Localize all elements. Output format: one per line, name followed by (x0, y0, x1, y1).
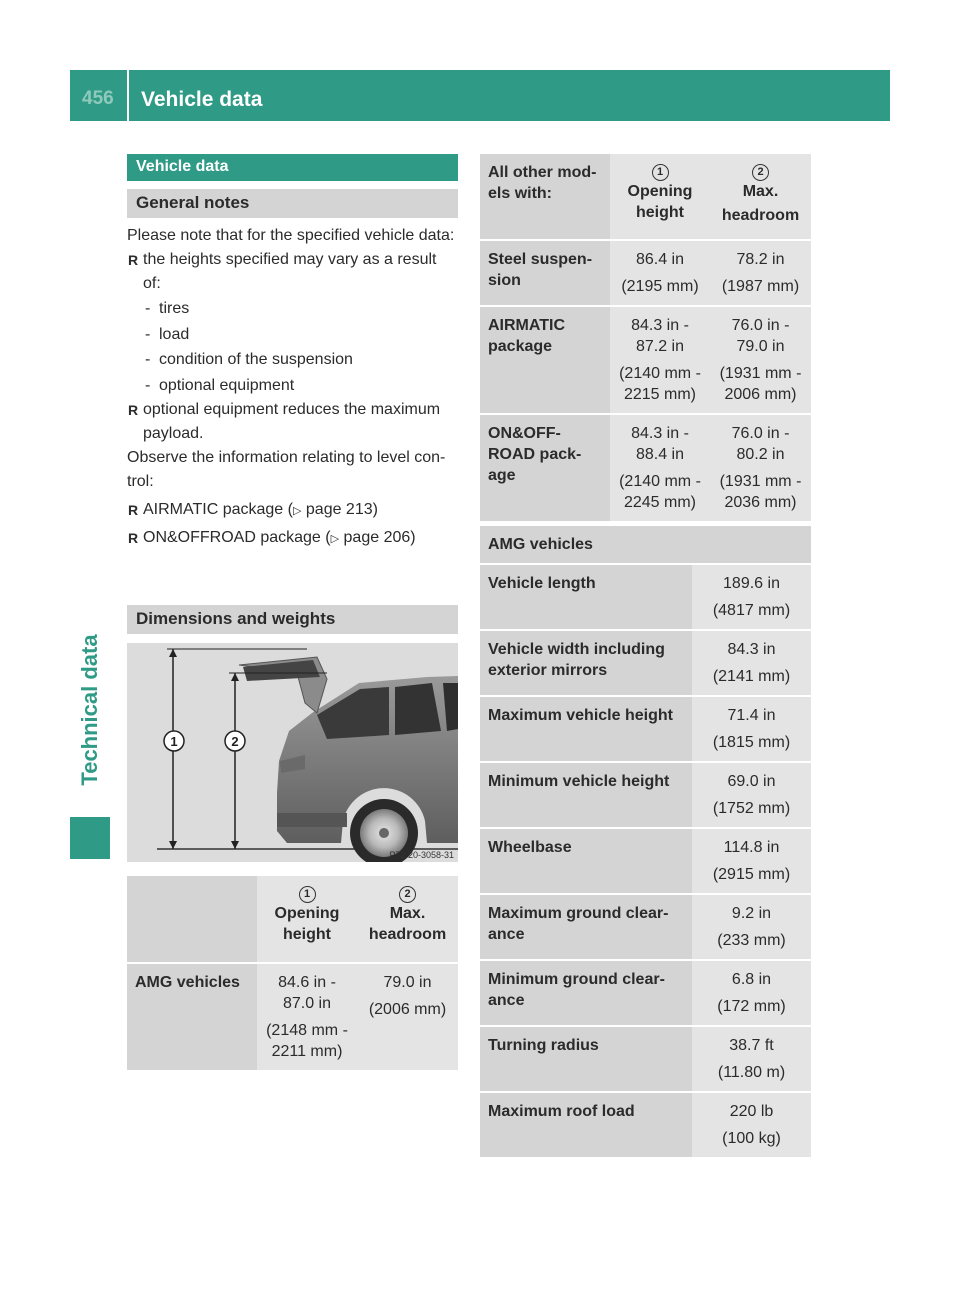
table-header-blank (127, 876, 257, 962)
spec-value: 69.0 in (1752 mm) (692, 761, 811, 827)
bullet-heights: R the heights specified may vary as a result of: (128, 251, 437, 292)
page-ref-arrow-icon: ▷ (292, 505, 302, 517)
table-cell: 84.6 in - 87.0 in (2148 mm - 2211 mm) (257, 962, 357, 1070)
svg-text:2: 2 (231, 734, 239, 749)
side-section-label: Technical data (77, 634, 102, 786)
table-cell: 84.3 in - 88.4 in (2140 mm - 2245 mm) (610, 413, 710, 521)
table-cell: 76.0 in - 79.0 in (1931 mm - 2006 mm) (710, 305, 811, 413)
bullet-payload: R optional equipment reduces the maximum payload. (128, 401, 441, 442)
section-heading-vehicle-data: Vehicle data (127, 154, 458, 181)
svg-text:1: 1 (170, 734, 178, 749)
page-number: 456 (82, 88, 114, 109)
circled-1-icon: 1 (299, 886, 316, 903)
link-onoffroad[interactable]: R ON&OFFROAD package (▷ page 206) (128, 529, 416, 546)
spec-label: Maximum vehicle height (480, 695, 692, 761)
header-divider (127, 70, 129, 121)
table-row-label: AIRMATIC package (480, 305, 610, 413)
svg-text:P72.20-3058-31: P72.20-3058-31 (389, 850, 454, 860)
column-header-max-headroom: 2 Max. headroom (710, 154, 811, 239)
column-header-opening-height: 1 Opening height (610, 154, 710, 239)
subsection-heading-general-notes: General notes (127, 189, 458, 218)
amg-height-table (127, 876, 458, 1070)
table-header-label: All other mod-els with: (480, 154, 610, 239)
table-cell: 78.2 in (1987 mm) (710, 239, 811, 305)
left-column (127, 154, 458, 551)
table-cell: 76.0 in - 80.2 in (1931 mm - 2036 mm) (710, 413, 811, 521)
spec-label: Wheelbase (480, 827, 692, 893)
link-airmatic[interactable]: R AIRMATIC package (▷ page 213) (128, 501, 378, 518)
models-height-table (480, 154, 811, 521)
table-row-label: ON&OFF-ROAD pack-age (480, 413, 610, 521)
spec-value: 38.7 ft (11.80 m) (692, 1025, 811, 1091)
spec-label: Maximum roof load (480, 1091, 692, 1157)
circled-2-icon: 2 (752, 164, 769, 181)
spec-value: 71.4 in (1815 mm) (692, 695, 811, 761)
sub-item: - load (145, 325, 190, 343)
sub-item: - condition of the suspension (145, 351, 353, 368)
row-label-amg-vehicles: AMG vehicles (127, 962, 257, 1070)
spec-label: Maximum ground clear-ance (480, 893, 692, 959)
column-header-max-headroom: 2 Max. headroom (357, 876, 458, 962)
spec-label: Turning radius (480, 1025, 692, 1091)
spec-value: 84.3 in (2141 mm) (692, 629, 811, 695)
amg-specs-table (480, 526, 811, 1157)
spec-label: Minimum ground clear-ance (480, 959, 692, 1025)
sub-item: - tires (145, 300, 190, 317)
column-header-opening-height: 1 Opening height (257, 876, 357, 962)
observe-text: Observe the information relating to level con-trol: (127, 449, 446, 490)
general-notes-intro: Please note that for the specified vehicle data: (127, 227, 455, 244)
page-ref-arrow-icon: ▷ (330, 533, 340, 545)
vehicle-height-figure (127, 643, 458, 862)
spec-value: 220 lb (100 kg) (692, 1091, 811, 1157)
suv-rear-illustration (127, 643, 458, 862)
circled-1-icon: 1 (652, 164, 669, 181)
spec-value: 114.8 in (2915 mm) (692, 827, 811, 893)
table-row-label: Steel suspen-sion (480, 239, 610, 305)
table-cell: 86.4 in (2195 mm) (610, 239, 710, 305)
spec-value: 9.2 in (233 mm) (692, 893, 811, 959)
spec-value: 6.8 in (172 mm) (692, 959, 811, 1025)
table-title-amg-vehicles: AMG vehicles (480, 526, 811, 563)
spec-label: Minimum vehicle height (480, 761, 692, 827)
spec-label: Vehicle width including exterior mirrors (480, 629, 692, 695)
sub-item: - optional equipment (145, 376, 295, 394)
side-tab-marker (70, 817, 110, 859)
spec-label: Vehicle length (480, 563, 692, 629)
circled-2-icon: 2 (399, 886, 416, 903)
table-cell: 79.0 in (2006 mm) (357, 962, 458, 1070)
spec-value: 189.6 in (4817 mm) (692, 563, 811, 629)
subsection-heading-dimensions: Dimensions and weights (127, 605, 458, 634)
page-title: Vehicle data (141, 88, 263, 111)
table-cell: 84.3 in - 87.2 in (2140 mm - 2215 mm) (610, 305, 710, 413)
